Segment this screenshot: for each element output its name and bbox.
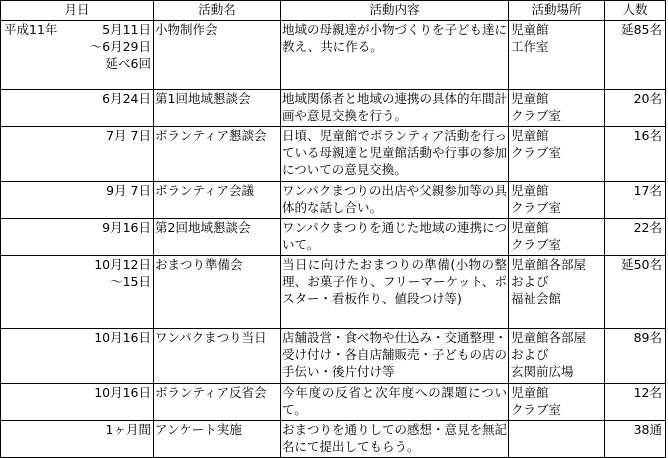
header-row <box>1 1 666 21</box>
date-cell <box>1 127 154 182</box>
date-text: 6月24日 <box>102 91 151 106</box>
activity-content-cell: 店舗設営・食べ物や仕込み・交通整理・受け付け・各自店舗販売・子どもの店の手伝い・後片付け等 <box>281 329 509 384</box>
date-cell <box>1 219 154 256</box>
count-cell: 延85名 <box>605 21 666 90</box>
place-cell: 児童館 クラブ室 <box>509 384 605 421</box>
date-text: 10月16日 <box>94 385 151 400</box>
count-cell: 延50名 <box>605 256 666 329</box>
activity-content-cell: 今年度の反省と次年度への課題について。 <box>281 384 509 421</box>
count-cell: 12名 <box>605 384 666 421</box>
date-text: 1ヶ月間 <box>105 422 151 437</box>
date-text: 5月11日 ～6月29日 延べ6回 <box>89 22 151 71</box>
date-cell <box>1 256 154 329</box>
table-row <box>1 219 666 256</box>
place-cell: 児童館 クラブ室 <box>509 127 605 182</box>
activity-content-cell: 当日に向けたおまつりの準備(小物の整理、お菓子作り、フリーマーケット、ポスター・看板作り、値段つけ等) <box>281 256 509 329</box>
date-text: 10月16日 <box>94 330 151 345</box>
activity-name-cell: ワンパクまつり当日 <box>154 329 281 384</box>
date-text: 9月 7日 <box>106 183 151 198</box>
header-participants: 人数 <box>605 1 666 21</box>
date-cell <box>1 21 154 90</box>
header-date: 月日 <box>1 1 154 21</box>
count-cell: 89名 <box>605 329 666 384</box>
table-row <box>1 256 666 329</box>
date-cell <box>1 329 154 384</box>
activity-name-cell: ボランティア反省会 <box>154 384 281 421</box>
activity-name-cell: ボランティア会議 <box>154 182 281 219</box>
header-activity-content: 活動内容 <box>281 1 509 21</box>
header-activity-name: 活動名 <box>154 1 281 21</box>
activity-name-cell: おまつり準備会 <box>154 256 281 329</box>
count-cell: 22名 <box>605 219 666 256</box>
table-row <box>1 421 666 458</box>
activity-name-cell: ボランティア懇談会 <box>154 127 281 182</box>
era-label: 平成11年 <box>4 22 58 37</box>
date-cell <box>1 384 154 421</box>
place-cell: 児童館各部屋 および 福祉会館 <box>509 256 605 329</box>
place-cell: 児童館 クラブ室 <box>509 90 605 127</box>
table-row <box>1 21 666 90</box>
date-text: 9月16日 <box>102 220 151 235</box>
date-text: 10月12日 ～15日 <box>94 257 151 289</box>
activity-content-cell: ワンパクまつりの出店や父親参加等の具体的な話し合い。 <box>281 182 509 219</box>
count-cell: 17名 <box>605 182 666 219</box>
place-cell: 児童館 工作室 <box>509 21 605 90</box>
count-cell: 38通 <box>605 421 666 458</box>
activity-content-cell: おまつりを通りしての感想・意見を無記名にて提出してもらう。 <box>281 421 509 458</box>
activity-name-cell: アンケート実施 <box>154 421 281 458</box>
date-cell <box>1 421 154 458</box>
date-text: 7月 7日 <box>106 128 151 143</box>
count-cell: 20名 <box>605 90 666 127</box>
place-cell: 児童館各部屋 および 玄関前広場 <box>509 329 605 384</box>
header-activity-place: 活動場所 <box>509 1 605 21</box>
activity-content-cell: 地域の母親達が小物づくりを子ども達に教え、共に作る。 <box>281 21 509 90</box>
activity-content-cell: ワンパクまつりを通じた地域の連携について。 <box>281 219 509 256</box>
place-cell: 児童館 クラブ室 <box>509 182 605 219</box>
count-cell: 16名 <box>605 127 666 182</box>
table-row <box>1 384 666 421</box>
table-row <box>1 182 666 219</box>
table-row <box>1 90 666 127</box>
activity-content-cell: 地域関係者と地域の連携の具体的年間計画や意見交換を行う。 <box>281 90 509 127</box>
date-cell <box>1 182 154 219</box>
place-cell <box>509 421 605 458</box>
date-cell <box>1 90 154 127</box>
activity-content-cell: 日頃、児童館でボランティア活動を行っている母親達と児童館活動や行事の参加についての意見交換。 <box>281 127 509 182</box>
activity-name-cell: 第1回地域懇談会 <box>154 90 281 127</box>
table-row <box>1 127 666 182</box>
activity-name-cell: 第2回地域懇談会 <box>154 219 281 256</box>
activity-name-cell: 小物制作会 <box>154 21 281 90</box>
table-row <box>1 329 666 384</box>
place-cell: 児童館 クラブ室 <box>509 219 605 256</box>
